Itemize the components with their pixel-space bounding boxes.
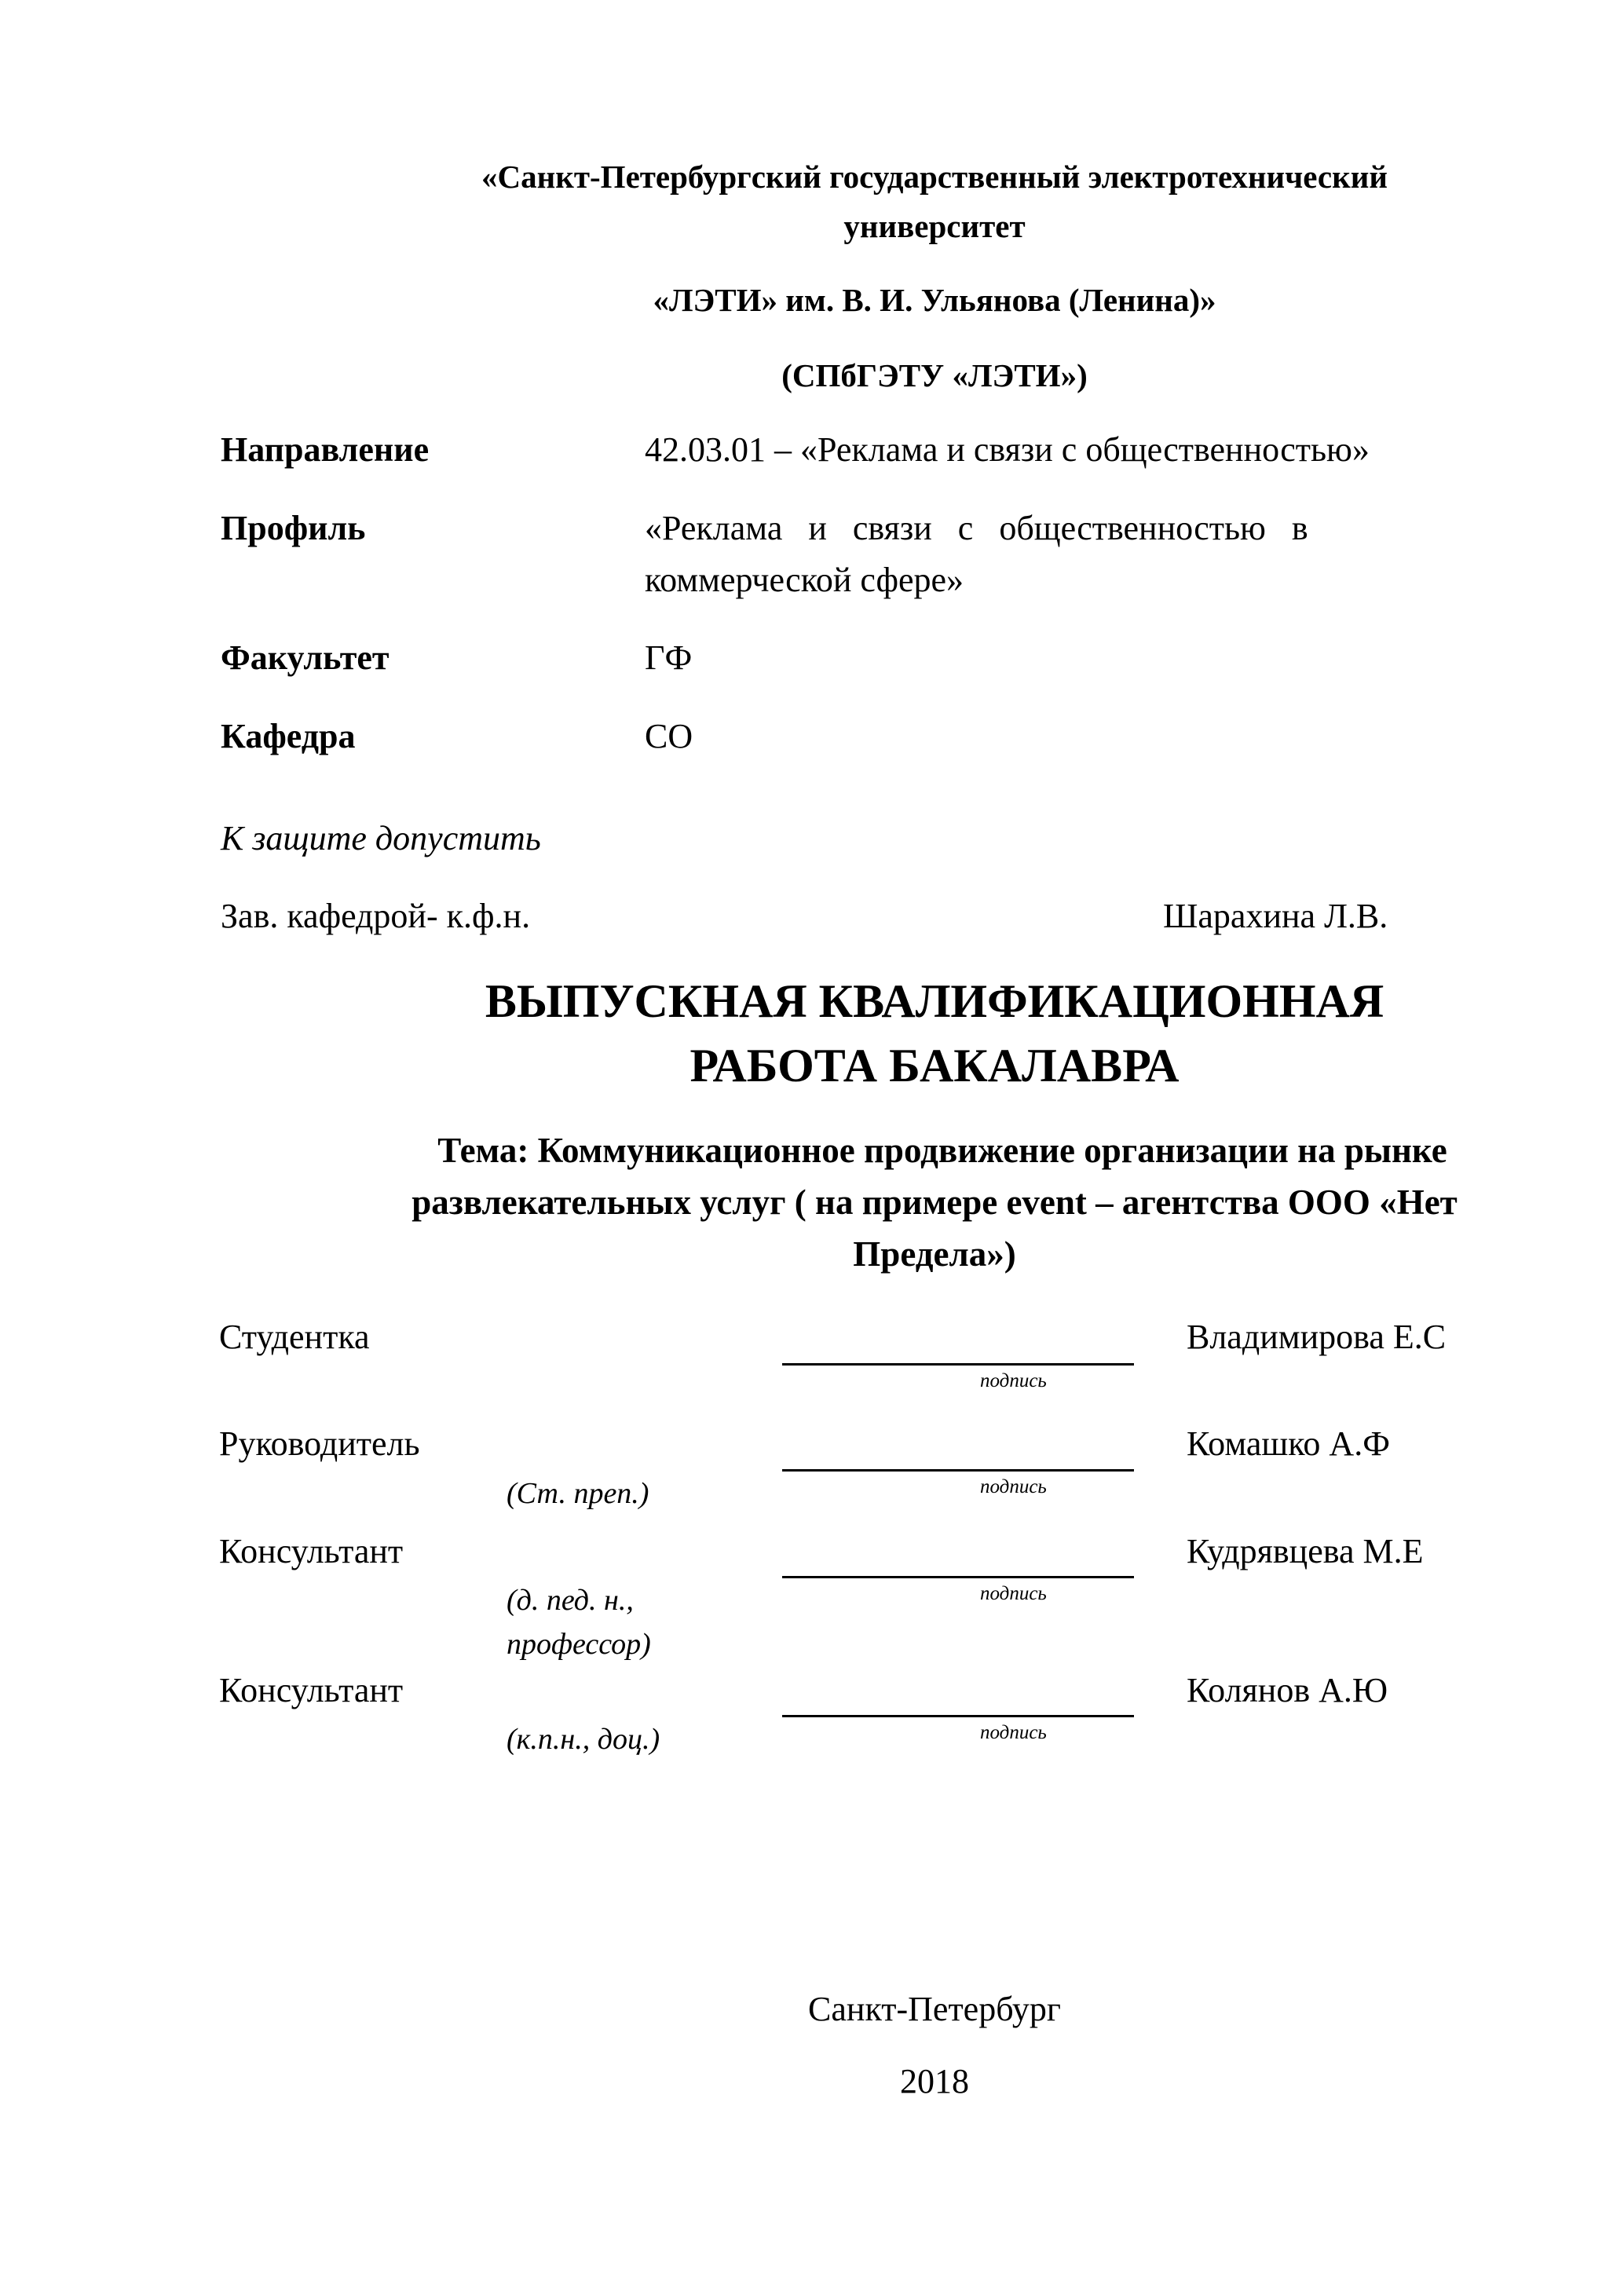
head-title: Зав. кафедрой- к.ф.н. (221, 897, 531, 935)
field-value-department: СО (645, 717, 693, 755)
signature-role-supervisor: Руководитель (219, 1424, 420, 1463)
signature-line (782, 1363, 1134, 1366)
field-value-profile-line2: коммерческой сфере» (645, 561, 964, 599)
signature-line (782, 1715, 1134, 1717)
signature-role-consultant-2: Консультант (219, 1671, 404, 1709)
signature-degree-consultant-2: (к.п.н., доц.) (507, 1723, 660, 1756)
signature-caption: подпись (980, 1583, 1047, 1604)
document-title-line1: ВЫПУСКНАЯ КВАЛИФИКАЦИОННАЯ (485, 975, 1384, 1027)
signature-name-consultant-2: Колянов А.Ю (1187, 1671, 1388, 1709)
signature-role-student: Студентка (219, 1318, 370, 1356)
signature-name-consultant: Кудрявцева М.Е (1187, 1532, 1424, 1570)
signature-name-supervisor: Комашко А.Ф (1187, 1424, 1390, 1463)
field-label-faculty: Факультет (221, 638, 390, 677)
signature-caption: подпись (980, 1722, 1047, 1743)
field-value-faculty: ГФ (645, 638, 693, 677)
signature-caption: подпись (980, 1476, 1047, 1497)
signature-role-consultant: Консультант (219, 1532, 404, 1570)
field-label-profile: Профиль (221, 509, 366, 547)
signature-degree-consultant-line1: (д. пед. н., (507, 1584, 634, 1617)
approval-note: К защите допустить (221, 819, 541, 857)
signature-line (782, 1469, 1134, 1472)
signature-caption: подпись (980, 1370, 1047, 1391)
signature-name-student: Владимирова Е.С (1187, 1318, 1447, 1356)
signature-line (782, 1576, 1134, 1578)
document-title-line2: РАБОТА БАКАЛАВРА (689, 1040, 1180, 1091)
signature-degree-supervisor: (Ст. преп.) (507, 1477, 649, 1510)
head-name: Шарахина Л.В. (1163, 897, 1388, 935)
theme-line2: развлекательных услуг ( на примере event – агентства ООО «Нет (411, 1183, 1458, 1222)
theme-line3: Предела») (853, 1234, 1016, 1274)
field-label-direction: Направление (221, 430, 430, 469)
university-abbreviation: (СПбГЭТУ «ЛЭТИ») (781, 357, 1088, 393)
university-name-line1: «Санкт-Петербургский государственный электротехнический (481, 159, 1388, 195)
footer-year: 2018 (900, 2062, 969, 2100)
signature-degree-consultant-line2: профессор) (507, 1628, 651, 1661)
footer-city: Санкт-Петербург (808, 1990, 1061, 2028)
theme-line1: Тема: Коммуникационное продвижение организации на рынке (437, 1131, 1447, 1170)
university-name-line3: «ЛЭТИ» им. В. И. Ульянова (Ленина)» (653, 282, 1216, 318)
university-name-line2: университет (843, 208, 1026, 244)
field-label-department: Кафедра (221, 717, 356, 755)
field-value-direction: 42.03.01 – «Реклама и связи с общественностью» (645, 430, 1370, 469)
field-value-profile-line1: «Реклама и связи с общественностью в (645, 509, 1308, 547)
